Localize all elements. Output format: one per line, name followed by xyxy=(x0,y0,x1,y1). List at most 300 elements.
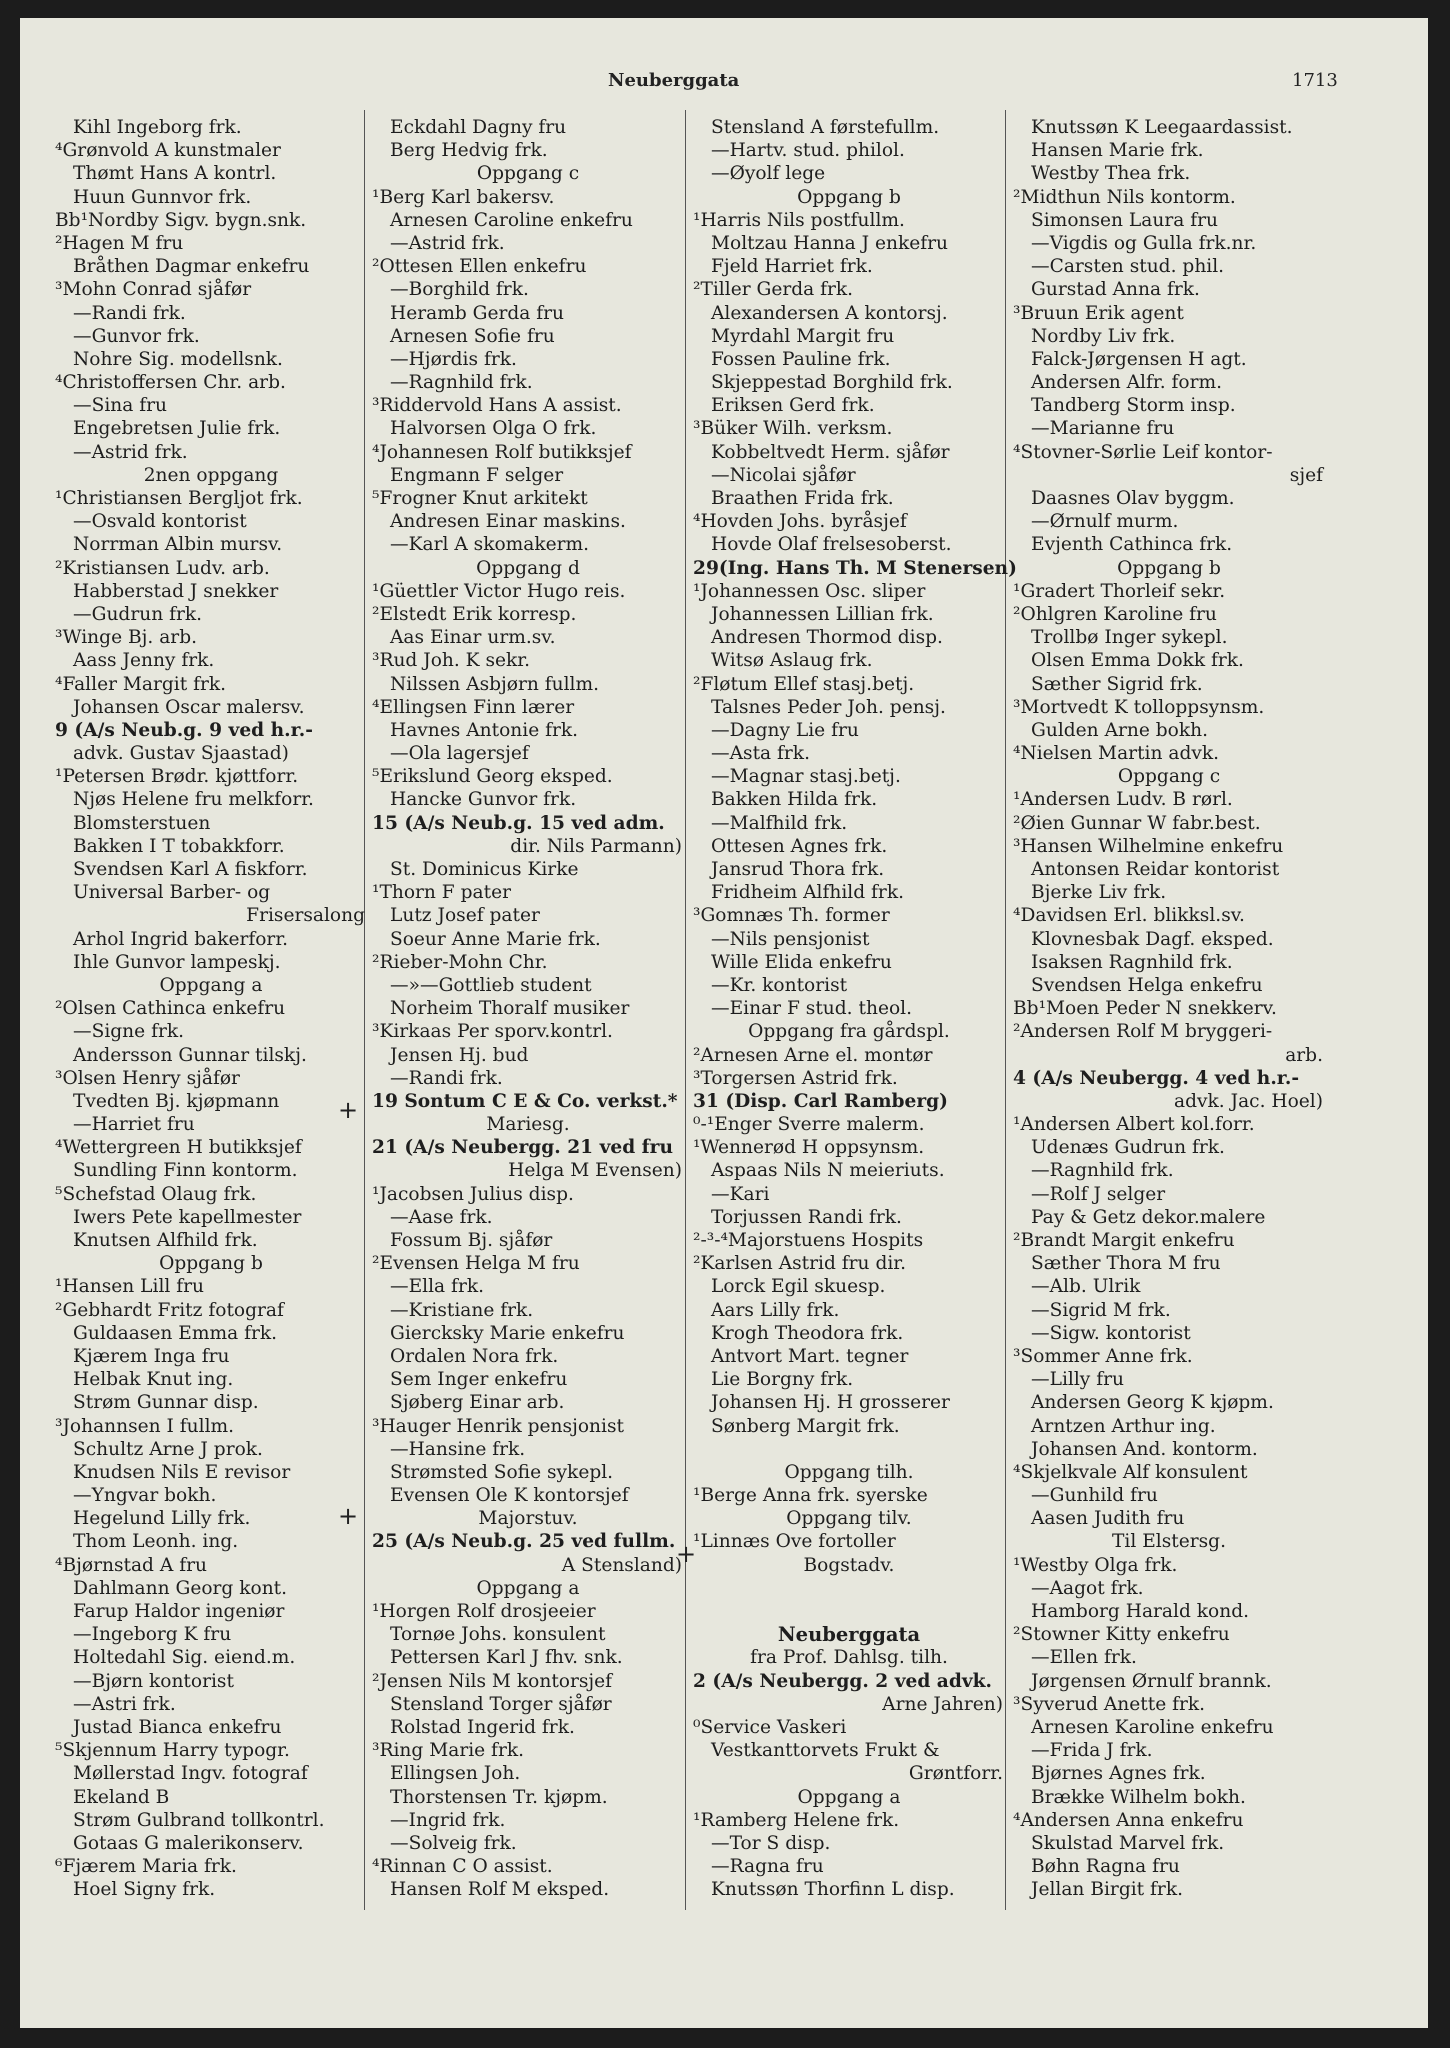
directory-entry xyxy=(55,1507,367,1530)
directory-entry xyxy=(372,557,684,580)
directory-entry xyxy=(1013,1878,1325,1901)
entry-text: —Karl A skomakerm. xyxy=(390,534,590,556)
entry-text: ¹Güettler Victor Hugo reis. xyxy=(372,580,626,602)
entry-text: ³Hansen Wilhelmine enkefru xyxy=(1013,835,1284,857)
entry-text: —Hansine frk. xyxy=(390,1438,526,1460)
entry-text: Eckdahl Dagny fru xyxy=(390,117,567,138)
entry-text: —Astrid frk. xyxy=(390,232,505,254)
entry-text: Hovde Olaf frelsesoberst. xyxy=(711,534,952,556)
directory-entry xyxy=(55,1855,367,1878)
entry-text: Bb¹Moen Peder N snekkerv. xyxy=(1013,998,1277,1020)
entry-text: Antvort Mart. tegner xyxy=(711,1345,909,1367)
entry-text: Nohre Sig. modellsnk. xyxy=(73,348,283,370)
directory-column-1 xyxy=(55,116,367,1901)
entry-text: Sønberg Margit frk. xyxy=(711,1415,900,1437)
directory-entry xyxy=(372,812,684,835)
directory-entry xyxy=(1013,1391,1325,1414)
entry-text: —Randi frk. xyxy=(73,302,186,324)
directory-entry xyxy=(1013,487,1325,510)
directory-entry xyxy=(693,209,1005,232)
column-divider xyxy=(1005,110,1006,1910)
entry-text: Knutssøn K Leegaardassist. xyxy=(1031,117,1293,138)
directory-entry xyxy=(372,1415,684,1438)
entry-text: Berg Hedvig frk. xyxy=(390,140,548,162)
directory-entry xyxy=(55,1600,367,1623)
directory-entry xyxy=(693,1646,1005,1669)
entry-text: Udenæs Gudrun frk. xyxy=(1031,1137,1225,1159)
entry-text: ³Winge Bj. arb. xyxy=(55,627,198,649)
directory-entry xyxy=(55,1739,367,1762)
entry-text: —Rolf J selger xyxy=(1031,1183,1166,1205)
entry-text: Thorstensen Tr. kjøpm. xyxy=(390,1786,608,1808)
directory-entry xyxy=(372,626,684,649)
entry-text: Ekeland B xyxy=(73,1786,170,1808)
directory-entry xyxy=(372,1693,684,1716)
entry-text: ²Tiller Gerda frk. xyxy=(693,279,854,301)
directory-entry xyxy=(1013,1507,1325,1530)
entry-text: advk. Gustav Sjaastad) xyxy=(73,743,289,765)
directory-entry xyxy=(693,533,1005,556)
directory-entry xyxy=(372,302,684,325)
entry-text: Wille Elida enkefru xyxy=(711,951,892,973)
directory-entry xyxy=(693,1229,1005,1252)
directory-entry xyxy=(1013,881,1325,904)
entry-text: ¹Ramberg Helene frk. xyxy=(693,1809,900,1831)
entry-text: Jansrud Thora frk. xyxy=(711,859,885,880)
directory-entry xyxy=(372,162,684,185)
entry-text: Simonsen Laura fru xyxy=(1031,209,1218,231)
entry-text: Universal Barber- og xyxy=(73,882,271,904)
directory-entry xyxy=(372,1020,684,1043)
directory-entry xyxy=(693,1275,1005,1298)
directory-entry xyxy=(55,1670,367,1693)
entry-text: Krogh Theodora frk. xyxy=(711,1322,904,1344)
entry-text: ⁶Fjærem Maria frk. xyxy=(55,1856,237,1878)
entry-text: Bråthen Dagmar enkefru xyxy=(73,256,310,278)
directory-entry xyxy=(55,1113,367,1136)
entry-text: Norrman Albin mursv. xyxy=(73,534,283,556)
directory-entry xyxy=(1013,742,1325,765)
page-number: 1713 xyxy=(1292,70,1338,91)
directory-entry xyxy=(372,881,684,904)
entry-text: Engmann F selger xyxy=(390,464,564,486)
directory-entry xyxy=(693,1855,1005,1878)
directory-entry xyxy=(1013,162,1325,185)
entry-text: ⁰Service Vaskeri xyxy=(693,1716,847,1738)
entry-text: —Yngvar bokh. xyxy=(73,1485,217,1507)
entry-text: —Sina fru xyxy=(73,395,167,417)
directory-entry xyxy=(693,1391,1005,1414)
entry-text: ²Kristiansen Ludv. arb. xyxy=(55,557,270,579)
entry-text: ¹Petersen Brødr. kjøttforr. xyxy=(55,766,299,788)
directory-entry xyxy=(372,1809,684,1832)
directory-entry xyxy=(693,348,1005,371)
entry-text: Sæther Sigrid frk. xyxy=(1031,673,1203,695)
entry-text: —Asta frk. xyxy=(711,743,810,765)
directory-entry xyxy=(1013,1322,1325,1345)
directory-entry xyxy=(693,1159,1005,1182)
entry-text: Jellan Birgit frk. xyxy=(1031,1879,1184,1901)
entry-text: ⁴Bjørnstad A fru xyxy=(55,1554,207,1576)
directory-entry xyxy=(1013,649,1325,672)
directory-entry xyxy=(372,417,684,440)
directory-entry xyxy=(693,974,1005,997)
entry-text: ¹Berge Anna frk. syerske xyxy=(693,1485,928,1507)
entry-text: Oppgang b xyxy=(797,186,901,208)
entry-text: Grøntforr. xyxy=(908,1763,1003,1785)
entry-text: Oppgang fra gårdspl. xyxy=(748,1021,950,1043)
directory-entry xyxy=(372,278,684,301)
entry-text: —Nils pensjonist xyxy=(711,928,870,950)
directory-entry xyxy=(1013,603,1325,626)
directory-entry xyxy=(372,1832,684,1855)
directory-entry xyxy=(372,719,684,742)
entry-text: —Frida J frk. xyxy=(1031,1740,1153,1762)
directory-entry xyxy=(55,116,367,139)
entry-text: ⁴Skjelkvale Alf konsulent xyxy=(1013,1461,1248,1483)
directory-entry xyxy=(372,1554,684,1577)
entry-text: Arntzen Arthur ing. xyxy=(1031,1415,1216,1437)
entry-text: Helbak Knut ing. xyxy=(73,1369,234,1391)
entry-text: Thømt Hans A kontrl. xyxy=(73,163,277,185)
directory-entry xyxy=(1013,1090,1325,1113)
directory-entry xyxy=(55,649,367,672)
entry-text: Oppgang a xyxy=(797,1786,901,1808)
entry-text: —Ella frk. xyxy=(390,1276,485,1298)
directory-entry xyxy=(1013,1832,1325,1855)
directory-entry xyxy=(55,487,367,510)
directory-entry xyxy=(693,1299,1005,1322)
entry-text: —Marianne fru xyxy=(1031,418,1175,440)
directory-entry xyxy=(55,557,367,580)
entry-text: Ottesen Agnes frk. xyxy=(711,835,888,857)
entry-text: Oppgang b xyxy=(1117,557,1221,579)
entry-text: —Øyolf lege xyxy=(711,163,826,185)
entry-text: ³Syverud Anette frk. xyxy=(1013,1693,1206,1715)
directory-entry xyxy=(55,1136,367,1159)
directory-entry xyxy=(55,1716,367,1739)
entry-text: Mariesg. xyxy=(486,1114,570,1136)
directory-entry xyxy=(693,557,1017,580)
directory-entry xyxy=(693,1577,1005,1600)
entry-text: fra Prof. Dahlsg. tilh. xyxy=(750,1647,948,1669)
entry-text: Falck-Jørgensen H agt. xyxy=(1031,348,1247,370)
directory-entry xyxy=(1013,673,1325,696)
directory-entry xyxy=(1013,417,1325,440)
entry-text: Njøs Helene fru melkforr. xyxy=(73,789,314,811)
directory-entry xyxy=(55,325,367,348)
entry-text: Oppgang a xyxy=(159,974,263,996)
entry-text: ²Elstedt Erik korresp. xyxy=(372,603,577,625)
directory-entry xyxy=(55,1762,367,1785)
directory-entry xyxy=(55,348,367,371)
entry-text: —Kr. kontorist xyxy=(711,974,848,996)
directory-entry xyxy=(372,951,684,974)
entry-text: —Solveig frk. xyxy=(390,1832,517,1854)
entry-text: A Stensland) xyxy=(561,1554,682,1576)
directory-entry xyxy=(55,1623,367,1646)
directory-entry xyxy=(1013,928,1325,951)
entry-text: Klovnesbak Dagf. eksped. xyxy=(1031,928,1274,950)
directory-entry xyxy=(55,765,367,788)
entry-text: —Aagot frk. xyxy=(1031,1577,1144,1599)
entry-text: ²Brandt Margit enkefru xyxy=(1013,1230,1235,1251)
entry-text: Pettersen Karl J fhv. snk. xyxy=(390,1647,623,1669)
directory-entry xyxy=(55,1646,367,1669)
entry-text: ¹Harris Nils postfullm. xyxy=(693,209,905,231)
entry-text: ⁴Grønvold A kunstmaler xyxy=(55,140,281,162)
entry-text: Sundling Finn kontorm. xyxy=(73,1160,298,1182)
entry-text: Ordalen Nora frk. xyxy=(390,1345,559,1367)
entry-text: Gurstad Anna frk. xyxy=(1031,279,1200,301)
directory-entry xyxy=(1013,1415,1325,1438)
directory-entry xyxy=(55,580,367,603)
directory-entry xyxy=(372,186,684,209)
directory-entry xyxy=(1013,1809,1325,1832)
entry-text: Giercksky Marie enkefru xyxy=(390,1322,625,1344)
entry-text: Habberstad J snekker xyxy=(73,580,279,602)
directory-entry xyxy=(372,1113,684,1136)
entry-text: dir. Nils Parmann) xyxy=(510,835,682,857)
directory-entry xyxy=(693,1067,1005,1090)
directory-entry xyxy=(1013,1067,1325,1090)
entry-text: Oppgang d xyxy=(476,557,580,579)
directory-entry xyxy=(693,1461,1005,1484)
entry-text: Iwers Pete kapellmester xyxy=(73,1206,302,1228)
directory-entry xyxy=(693,186,1005,209)
entry-text: Ellingsen Joh. xyxy=(390,1763,521,1785)
directory-column-4 xyxy=(1013,116,1325,1901)
entry-text: Daasnes Olav byggm. xyxy=(1031,488,1235,509)
entry-text: Strøm Gunnar disp. xyxy=(73,1392,259,1414)
directory-entry xyxy=(693,904,1005,927)
directory-entry xyxy=(693,603,1005,626)
entry-text: —Gunvor frk. xyxy=(73,325,200,347)
entry-text: Oppgang c xyxy=(1117,766,1221,788)
directory-entry xyxy=(372,1345,684,1368)
directory-entry xyxy=(55,812,367,835)
directory-entry xyxy=(1013,1020,1325,1043)
entry-text: ²Ohlgren Karoline fru xyxy=(1013,603,1217,625)
directory-entry xyxy=(693,742,1005,765)
entry-text: Knutsen Alfhild frk. xyxy=(73,1230,258,1251)
entry-text: ²Stowner Kitty enkefru xyxy=(1013,1624,1230,1646)
entry-text: —Ragnhild frk. xyxy=(1031,1160,1174,1182)
directory-entry xyxy=(693,928,1005,951)
directory-entry xyxy=(693,1762,1005,1785)
entry-text: ³Bruun Erik agent xyxy=(1013,302,1184,324)
directory-entry xyxy=(693,255,1005,278)
directory-entry xyxy=(1013,1136,1325,1159)
entry-text: ⁴Ellingsen Finn lærer xyxy=(372,696,575,718)
entry-text: Lutz Josef pater xyxy=(390,905,540,927)
entry-text: ⁴Hovden Johs. byråsjef xyxy=(693,511,907,533)
directory-entry xyxy=(693,1206,1005,1229)
directory-entry xyxy=(55,881,367,904)
entry-text: Tvedten Bj. kjøpmann xyxy=(73,1090,280,1112)
directory-entry xyxy=(55,904,367,927)
entry-text: Arnesen Caroline enkefru xyxy=(390,209,633,231)
directory-entry xyxy=(693,162,1005,185)
directory-entry xyxy=(55,603,367,626)
entry-text: —Carsten stud. phil. xyxy=(1031,256,1225,278)
directory-entry xyxy=(372,1507,684,1530)
entry-text: Frisersalong xyxy=(246,905,365,927)
directory-entry xyxy=(55,255,367,278)
directory-entry xyxy=(372,928,684,951)
directory-entry xyxy=(372,1322,684,1345)
directory-column-2 xyxy=(372,116,684,1901)
directory-entry xyxy=(693,116,1005,139)
entry-text: Brække Wilhelm bokh. xyxy=(1031,1786,1246,1808)
directory-entry xyxy=(1013,139,1325,162)
directory-entry xyxy=(372,1368,684,1391)
entry-text: Strømsted Sofie sykepl. xyxy=(390,1461,614,1483)
entry-text: advk. Jac. Hoel) xyxy=(1174,1090,1323,1112)
directory-entry xyxy=(1013,533,1325,556)
entry-text: ³Olsen Henry sjåfør xyxy=(55,1067,240,1089)
directory-entry xyxy=(693,325,1005,348)
entry-text: ³Ring Marie frk. xyxy=(372,1740,525,1762)
entry-text: Kihl Ingeborg frk. xyxy=(73,117,242,138)
entry-text: 31 (Disp. Carl Ramberg) xyxy=(693,1090,948,1112)
entry-text: ³Büker Wilh. verksm. xyxy=(693,418,893,440)
directory-entry xyxy=(693,371,1005,394)
entry-text: ⁴Johannesen Rolf butikksjef xyxy=(372,441,632,463)
entry-text: —Alb. Ulrik xyxy=(1031,1276,1141,1298)
directory-entry xyxy=(693,1878,1005,1901)
directory-entry xyxy=(693,788,1005,811)
entry-text: Arnesen Karoline enkefru xyxy=(1031,1716,1274,1738)
entry-text: Til Elstersg. xyxy=(1112,1531,1226,1553)
directory-entry xyxy=(693,139,1005,162)
entry-text: Neuberggata xyxy=(777,1623,921,1647)
street-title: Neuberggata xyxy=(608,70,740,91)
directory-entry xyxy=(693,1345,1005,1368)
entry-text: Hancke Gunvor frk. xyxy=(390,789,577,811)
directory-entry xyxy=(372,835,684,858)
entry-text: Holtedahl Sig. eiend.m. xyxy=(73,1647,296,1669)
directory-entry xyxy=(372,209,684,232)
entry-text: ⁵Skjennum Harry typogr. xyxy=(55,1740,290,1762)
directory-entry xyxy=(693,1183,1005,1206)
entry-text: Talsnes Peder Joh. pensj. xyxy=(711,696,946,718)
directory-entry xyxy=(55,696,367,719)
entry-text: Norheim Thoralf musiker xyxy=(390,998,630,1020)
entry-text: Bøhn Ragna fru xyxy=(1031,1856,1180,1878)
entry-text: ¹Christiansen Bergljot frk. xyxy=(55,488,303,509)
directory-entry xyxy=(1013,1716,1325,1739)
directory-entry xyxy=(1013,255,1325,278)
directory-entry xyxy=(372,1438,684,1461)
entry-text: ¹Gradert Thorleif sekr. xyxy=(1013,580,1226,602)
entry-text: Stensland A førstefullm. xyxy=(711,117,940,138)
directory-entry xyxy=(1013,1530,1325,1553)
directory-entry xyxy=(55,1484,367,1507)
directory-entry xyxy=(372,1044,684,1067)
entry-text: —»—Gottlieb student xyxy=(390,974,592,996)
directory-entry xyxy=(693,1530,1005,1553)
entry-text: ¹Linnæs Ove fortoller xyxy=(693,1531,896,1553)
entry-text: ³Riddervold Hans A assist. xyxy=(372,395,622,417)
directory-entry xyxy=(1013,371,1325,394)
directory-entry xyxy=(372,510,684,533)
directory-entry xyxy=(372,1600,684,1623)
directory-entry xyxy=(372,116,684,139)
directory-entry xyxy=(55,302,367,325)
directory-entry xyxy=(372,904,684,927)
entry-text: Møllerstad Ingv. fotograf xyxy=(73,1763,308,1785)
directory-entry xyxy=(1013,1739,1325,1762)
directory-entry xyxy=(55,974,367,997)
directory-entry xyxy=(693,232,1005,255)
directory-entry xyxy=(693,278,1005,301)
entry-text: Nilssen Asbjørn fullm. xyxy=(390,673,600,695)
entry-text: ³Sommer Anne frk. xyxy=(1013,1345,1193,1367)
directory-entry xyxy=(372,464,684,487)
entry-text: Soeur Anne Marie frk. xyxy=(390,928,601,950)
directory-entry xyxy=(372,1229,684,1252)
column-divider xyxy=(685,110,686,1910)
entry-text: —Sigrid M frk. xyxy=(1031,1299,1171,1321)
entry-text: Hansen Marie frk. xyxy=(1031,140,1204,162)
entry-text: Huun Gunnvor frk. xyxy=(73,186,252,208)
entry-text: Fossum Bj. sjåfør xyxy=(390,1230,553,1251)
directory-entry xyxy=(55,1415,367,1438)
directory-entry xyxy=(1013,116,1325,139)
entry-text: Aas Einar urm.sv. xyxy=(390,627,556,649)
entry-text: ⁵Schefstad Olaug frk. xyxy=(55,1183,257,1205)
entry-text: Schultz Arne J prok. xyxy=(73,1438,263,1460)
entry-text: Engebretsen Julie frk. xyxy=(73,418,281,440)
directory-entry xyxy=(1013,1113,1325,1136)
directory-entry xyxy=(55,1044,367,1067)
entry-text: Isaksen Ragnhild frk. xyxy=(1031,951,1233,973)
directory-entry xyxy=(693,1554,1005,1577)
entry-text: Majorstuv. xyxy=(478,1508,578,1530)
directory-entry xyxy=(1013,1762,1325,1785)
directory-entry xyxy=(55,441,367,464)
directory-entry xyxy=(1013,1554,1325,1577)
directory-entry xyxy=(1013,1183,1325,1206)
directory-entry xyxy=(372,997,684,1020)
entry-text: ³Gomnæs Th. former xyxy=(693,905,890,927)
entry-text: Knudsen Nils E revisor xyxy=(73,1461,291,1483)
entry-text: ¹Andersen Albert kol.forr. xyxy=(1013,1114,1255,1136)
directory-entry xyxy=(693,858,1005,881)
directory-entry xyxy=(55,394,367,417)
entry-text: Jensen Hj. bud xyxy=(390,1044,529,1066)
directory-entry xyxy=(55,1786,367,1809)
directory-entry xyxy=(372,673,684,696)
entry-text: ⁴Wettergreen H butikksjef xyxy=(55,1137,302,1159)
entry-text: Aasen Judith fru xyxy=(1031,1508,1185,1530)
entry-text: Hansen Rolf M eksped. xyxy=(390,1879,610,1901)
directory-entry xyxy=(1013,626,1325,649)
entry-text: Strøm Gulbrand tollkontrl. xyxy=(73,1809,325,1831)
entry-text: Rolstad Ingerid frk. xyxy=(390,1716,575,1738)
directory-entry xyxy=(1013,1855,1325,1878)
directory-entry xyxy=(55,858,367,881)
directory-entry xyxy=(1013,951,1325,974)
directory-entry xyxy=(55,371,367,394)
entry-text: 4 (A/s Neubergg. 4 ved h.r.- xyxy=(1013,1067,1300,1089)
entry-text: Stensland Torger sjåfør xyxy=(390,1693,612,1715)
directory-entry xyxy=(55,162,367,185)
directory-entry xyxy=(1013,1275,1325,1298)
directory-entry xyxy=(693,1693,1005,1716)
directory-entry xyxy=(693,464,1005,487)
